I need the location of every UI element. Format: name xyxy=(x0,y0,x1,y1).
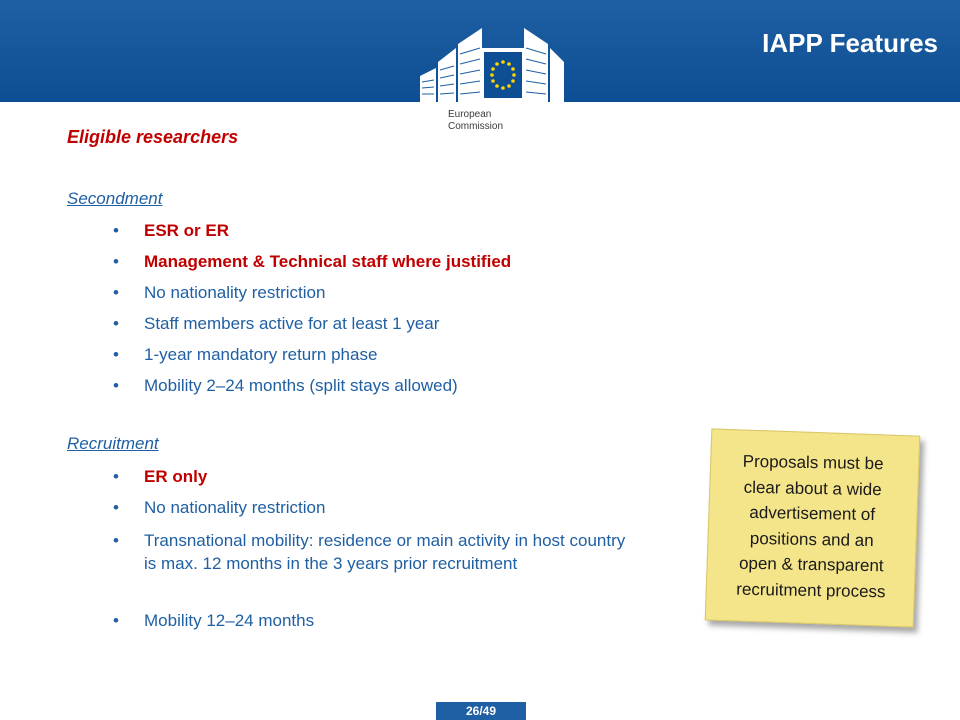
heading-eligible-researchers: Eligible researchers xyxy=(67,127,239,147)
bullet-icon: • xyxy=(113,376,119,395)
note-line: recruitment process xyxy=(736,579,886,601)
recruitment-item-2: No nationality restriction xyxy=(144,498,326,517)
bullet-icon: • xyxy=(113,283,119,302)
bullet-icon: • xyxy=(113,531,119,550)
secondment-item-5: 1-year mandatory return phase xyxy=(144,345,378,364)
secondment-item-6: Mobility 2–24 months (split stays allowed) xyxy=(144,376,458,395)
bullet-icon: • xyxy=(113,498,119,517)
slide-title: IAPP Features xyxy=(762,28,938,58)
section-title-secondment: Secondment xyxy=(67,189,163,208)
sticky-note-text xyxy=(702,448,923,605)
recruitment-item-4: Mobility 12–24 months xyxy=(144,611,315,630)
bullet-icon: • xyxy=(113,314,119,333)
logo-text-commission: Commission xyxy=(448,121,504,132)
european-commission-logo xyxy=(412,18,572,136)
logo-text-european: European xyxy=(448,109,492,120)
bullet-icon: • xyxy=(113,467,119,486)
secondment-item-4: Staff members active for at least 1 year xyxy=(144,314,440,333)
note-line: Proposals must be xyxy=(742,451,884,474)
secondment-item-3: No nationality restriction xyxy=(144,283,326,302)
page-indicator: 26/49 xyxy=(436,702,526,720)
bullet-icon: • xyxy=(113,345,119,364)
bullet-icon: • xyxy=(113,611,119,630)
bullet-icon: • xyxy=(113,221,119,240)
section-title-recruitment: Recruitment xyxy=(67,434,159,453)
recruitment-item-1: ER only xyxy=(144,467,208,486)
note-line: clear about a wide xyxy=(743,477,882,499)
secondment-item-2: Management & Technical staff where justified xyxy=(144,252,512,271)
bullet-icon: • xyxy=(113,252,119,271)
secondment-item-1: ESR or ER xyxy=(144,221,230,240)
note-line: advertisement of xyxy=(749,502,876,525)
note-line: open & transparent xyxy=(738,553,884,576)
note-line: positions and an xyxy=(749,528,874,550)
recruitment-item-3: Transnational mobility: residence or main activity in host country is max. 12 months in the 3 years prior recruitment xyxy=(144,531,626,573)
